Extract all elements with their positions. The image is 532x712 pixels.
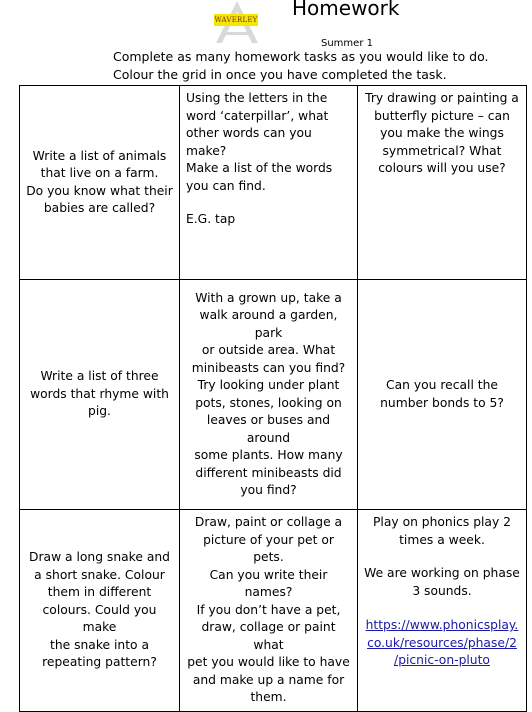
task-line: that live on a farm. xyxy=(40,166,159,180)
task-line: minibeasts can you find? xyxy=(191,360,346,375)
task-line: you find? xyxy=(240,483,297,497)
logo-band: WAVERLEY xyxy=(214,16,258,24)
task-line: Using the letters in the xyxy=(186,91,328,105)
task-caterpillar-words xyxy=(180,86,358,280)
instruction-line-2: Colour the grid in once you have completed the task. xyxy=(113,67,447,82)
task-line: Write a list of animals xyxy=(32,148,167,163)
phonics-link-line[interactable]: /picnic-on-pluto xyxy=(394,653,490,667)
task-line: different minibeasts did xyxy=(195,465,342,480)
task-line: word ‘caterpillar’, what xyxy=(186,108,329,123)
task-line: butterfly picture – can xyxy=(374,108,510,123)
task-line: words that rhyme with xyxy=(30,386,169,401)
task-line: colours. Could you make xyxy=(42,602,157,634)
task-line: walk around a garden, park xyxy=(199,308,338,340)
task-line: symmetrical? What xyxy=(382,143,502,158)
task-line: them in different xyxy=(47,585,152,599)
school-logo xyxy=(212,0,262,44)
task-line: pet you would like to have xyxy=(187,655,350,669)
page-title: Homework xyxy=(292,0,400,20)
task-line: leaves or buses and around xyxy=(206,413,331,445)
task-pet-picture xyxy=(180,510,358,712)
instruction-line-1: Complete as many homework tasks as you would like to do. xyxy=(113,49,489,64)
task-line: the snake into a xyxy=(50,637,149,652)
task-line: babies are called? xyxy=(43,201,156,215)
task-line: Try looking under plant xyxy=(197,378,340,392)
task-line: Can you recall the xyxy=(386,378,498,392)
task-line: them. xyxy=(250,690,287,704)
task-line: picture of your pet or pets. xyxy=(203,532,334,564)
task-line: Write a list of three xyxy=(40,369,159,384)
phonics-link-line[interactable]: https://www.phonicsplay. xyxy=(365,618,519,632)
task-line: pots, stones, looking on xyxy=(195,395,342,410)
task-farm-animals xyxy=(20,86,180,280)
task-rhyme-pig xyxy=(20,280,180,510)
term-label: Summer 1 xyxy=(321,38,373,49)
task-line: a short snake. Colour xyxy=(34,567,165,582)
task-line: draw, collage or paint what xyxy=(201,620,336,652)
task-snake-pattern xyxy=(20,510,180,712)
task-line: pig. xyxy=(88,404,111,419)
phonics-link[interactable] xyxy=(364,617,520,670)
task-line: or outside area. What xyxy=(201,343,336,357)
task-line: 3 sounds. xyxy=(412,583,472,598)
task-line: you can find. xyxy=(186,178,266,193)
task-line: other words can you make? xyxy=(186,126,312,158)
task-line: Make a list of the words xyxy=(186,161,333,175)
task-line: With a grown up, take a xyxy=(195,290,342,305)
task-line: number bonds to 5? xyxy=(380,395,504,410)
task-number-bonds xyxy=(358,280,527,510)
task-line: If you don’t have a pet, xyxy=(196,602,341,617)
task-line: colours will you use? xyxy=(378,161,506,175)
task-line: Do you know what their xyxy=(26,183,173,198)
task-butterfly-picture xyxy=(358,86,527,280)
task-line: Draw a long snake and xyxy=(29,550,170,564)
task-line xyxy=(186,195,351,211)
task-line: repeating pattern? xyxy=(42,655,157,669)
task-line: times a week. xyxy=(399,532,485,547)
task-line: Draw, paint or collage a xyxy=(194,515,343,529)
task-line: and make up a name for xyxy=(192,672,345,687)
task-line: Play on phonics play 2 xyxy=(373,515,511,529)
homework-grid xyxy=(19,85,527,712)
phonics-link-line[interactable]: co.uk/resources/phase/2 xyxy=(367,635,517,650)
task-minibeasts xyxy=(180,280,358,510)
task-line: you make the wings xyxy=(380,126,504,140)
task-line: We are working on phase xyxy=(364,566,520,580)
task-line xyxy=(364,549,520,565)
task-line: Try drawing or painting a xyxy=(365,91,519,105)
task-phonics-play xyxy=(358,510,527,712)
task-line: E.G. tap xyxy=(186,212,236,226)
task-line: Can you write their names? xyxy=(209,567,328,599)
task-line: some plants. How many xyxy=(194,448,343,462)
